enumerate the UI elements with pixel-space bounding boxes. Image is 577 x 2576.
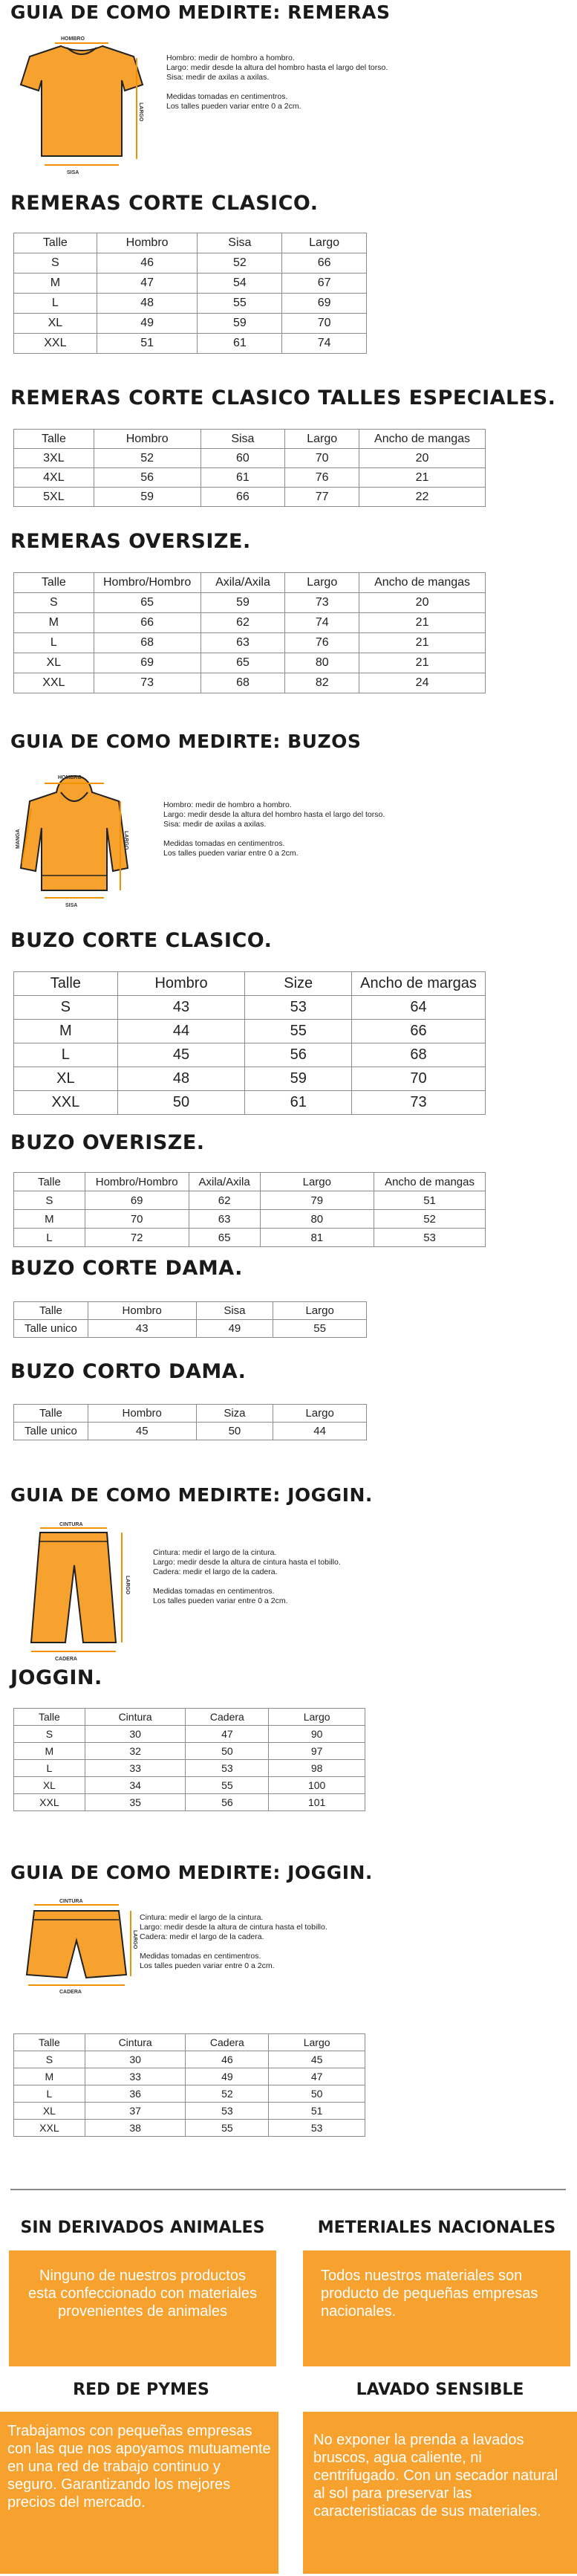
- table-header-row: Talle Hombro Siza Largo: [14, 1405, 367, 1423]
- table-header-row: Talle Cintura Cadera Largo: [14, 1709, 365, 1726]
- table-row: L 72 65 81 53: [14, 1229, 486, 1247]
- table-header-row: Talle Hombro/Hombro Axila/Axila Largo Ancho de mangas: [14, 573, 486, 593]
- remeras-oversize-table: [13, 572, 486, 693]
- short-table: [13, 2033, 365, 2137]
- table-row: M 32 50 97: [14, 1743, 365, 1760]
- table-row: 3XL 52 60 70 20: [14, 449, 486, 468]
- short-illustration: [18, 1899, 137, 1996]
- label-hombro: HOMBRO: [61, 36, 85, 42]
- table-row: XL 49 59 70: [14, 314, 367, 334]
- label-hombro: HOMBRO: [58, 775, 82, 780]
- buzo-oversize-table: [13, 1172, 486, 1247]
- buzo-corto-dama-title: BUZO CORTO DAMA.: [10, 1360, 247, 1383]
- table-row: XXL 73 68 82 24: [14, 673, 486, 693]
- table-row: XL 69 65 80 21: [14, 653, 486, 673]
- hoodie-illustration: [15, 771, 141, 909]
- table-row: XXL 51 61 74: [14, 334, 367, 354]
- buzo-dama-title: BUZO CORTE DAMA.: [10, 1257, 243, 1280]
- remeras-especiales-title: REMERAS CORTE CLASICO TALLES ESPECIALES.: [10, 386, 556, 410]
- remeras-clasico-table: [13, 233, 367, 354]
- remeras-clasico-title: REMERAS CORTE CLASICO.: [10, 192, 319, 215]
- label-largo: LARGO: [138, 103, 143, 122]
- table-row: XL 34 55 100: [14, 1777, 365, 1794]
- table-row: XL 37 53 51: [14, 2103, 365, 2120]
- table-row: L 48 55 69: [14, 294, 367, 314]
- table-header-row: Talle Hombro Sisa Largo Ancho de mangas: [14, 430, 486, 449]
- feature-box-lavado: No exponer la prenda a lavados bruscos, agua caliente, ni centrifugado. Con un secador natural al sol para preservar las caracteristiacas de sus materiales.: [303, 2412, 577, 2574]
- table-header-row: Talle Cintura Cadera Largo: [14, 2034, 365, 2051]
- table-row: S 30 46 45: [14, 2051, 365, 2068]
- table-row: XXL 38 55 53: [14, 2120, 365, 2137]
- table-row: 5XL 59 66 77 22: [14, 488, 486, 507]
- table-row: M 70 63 80 52: [14, 1210, 486, 1229]
- table-row: S 65 59 73 20: [14, 593, 486, 613]
- label-manga: MANGA: [16, 829, 21, 849]
- table-row: S 46 52 66: [14, 253, 367, 274]
- table-header-row: Talle Hombro/Hombro Axila/Axila Largo Ancho de mangas: [14, 1173, 486, 1191]
- tshirt-illustration: [15, 36, 156, 177]
- guide-buzos-title: GUIA DE COMO MEDIRTE: BUZOS: [10, 731, 362, 752]
- guide-joggin-title: GUIA DE COMO MEDIRTE: JOGGIN.: [10, 1484, 373, 1506]
- table-row: L 33 53 98: [14, 1760, 365, 1777]
- table-row: S 43 53 64: [14, 996, 486, 1020]
- guide-buzos-notes: Hombro: medir de hombro a hombro. Largo: medir desde la altura del hombro hasta el largo del torso. Sisa: medir de axilas a axilas. Medidas tomadas en centimentros. Los talles pueden variar entre 0 a 2cm.: [163, 800, 385, 858]
- feature-box-animales: Ninguno de nuestros productos esta confeccionado con materiales provenientes de animales: [9, 2250, 276, 2366]
- label-largo: LARGO: [132, 1930, 137, 1949]
- feature-title-nacionales: METERIALES NACIONALES: [317, 2219, 556, 2237]
- table-row: Talle unico 45 50 44: [14, 1423, 367, 1440]
- table-row: XXL 50 61 73: [14, 1091, 486, 1115]
- table-row: S 30 47 90: [14, 1726, 365, 1743]
- table-header-row: Talle Hombro Size Ancho de margas: [14, 972, 486, 996]
- table-row: L 68 63 76 21: [14, 633, 486, 653]
- guide-joggin-notes: Cintura: medir el largo de la cintura. Largo: medir desde la altura de cintura hasta el tobillo. Cadera: medir el largo de la cadera. Medidas tomadas en centimentros. Los talles pueden variar entre 0 a 2cm.: [153, 1548, 341, 1605]
- table-row: S 69 62 79 51: [14, 1191, 486, 1210]
- label-largo: LARGO: [123, 831, 128, 850]
- table-row: Talle unico 43 49 55: [14, 1320, 367, 1338]
- label-cadera: CADERA: [59, 1990, 82, 1995]
- label-cintura: CINTURA: [59, 1899, 83, 1904]
- label-cadera: CADERA: [55, 1657, 77, 1662]
- joggin-illustration: [18, 1524, 137, 1661]
- feature-title-pymes: RED DE PYMES: [73, 2381, 209, 2399]
- label-cintura: CINTURA: [59, 1522, 83, 1527]
- table-header-row: Talle Hombro Sisa Largo: [14, 233, 367, 253]
- buzo-corto-dama-table: [13, 1404, 367, 1440]
- table-header-row: Talle Hombro Sisa Largo: [14, 1302, 367, 1320]
- divider: [10, 2189, 566, 2190]
- feature-box-nacionales: Todos nuestros materiales son producto de pequeñas empresas nacionales.: [303, 2250, 570, 2366]
- buzo-dama-table: [13, 1301, 367, 1338]
- table-row: M 47 54 67: [14, 274, 367, 294]
- table-row: XL 48 59 70: [14, 1067, 486, 1091]
- table-row: L 36 52 50: [14, 2085, 365, 2103]
- buzo-clasico-title: BUZO CORTE CLASICO.: [10, 929, 273, 952]
- joggin-title: JOGGIN.: [10, 1666, 102, 1689]
- guide-short-notes: Cintura: medir el largo de la cintura. Largo: medir desde la altura de cintura hasta el tobillo. Cadera: medir el largo de la cadera. Medidas tomadas en centimentros. Los talles pueden variar entre 0 a 2cm.: [140, 1913, 327, 1970]
- label-sisa: SISA: [67, 170, 79, 175]
- buzo-oversize-title: BUZO OVERISZE.: [10, 1131, 205, 1154]
- guide-short-title: GUIA DE COMO MEDIRTE: JOGGIN.: [10, 1862, 373, 1883]
- label-sisa: SISA: [65, 903, 78, 908]
- table-row: M 44 55 66: [14, 1020, 486, 1043]
- guide-remeras-notes: Hombro: medir de hombro a hombro. Largo: medir desde la altura del hombro hasta el largo del torso. Sisa: medir de axilas a axilas. Medidas tomadas en centimentros. Los talles pueden variar entre 0 a 2cm.: [166, 54, 388, 111]
- feature-title-lavado: LAVADO SENSIBLE: [356, 2381, 524, 2399]
- guide-remeras-title: GUIA DE COMO MEDIRTE: REMERAS: [10, 1, 391, 23]
- feature-title-animales: SIN DERIVADOS ANIMALES: [20, 2219, 265, 2237]
- table-row: XXL 35 56 101: [14, 1794, 365, 1811]
- feature-box-pymes: Trabajamos con pequeñas empresas con las que nos apoyamos mutuamente en una red de trabajo continuo y seguro. Garantizando los mejores precios del mercado.: [0, 2412, 278, 2574]
- remeras-oversize-title: REMERAS OVERSIZE.: [10, 530, 251, 553]
- table-row: M 66 62 74 21: [14, 613, 486, 633]
- remeras-especiales-table: [13, 429, 486, 507]
- table-row: L 45 56 68: [14, 1043, 486, 1067]
- table-row: 4XL 56 61 76 21: [14, 468, 486, 488]
- table-row: M 33 49 47: [14, 2068, 365, 2085]
- label-largo: LARGO: [125, 1576, 130, 1595]
- joggin-table: [13, 1708, 365, 1811]
- buzo-clasico-table: [13, 971, 486, 1115]
